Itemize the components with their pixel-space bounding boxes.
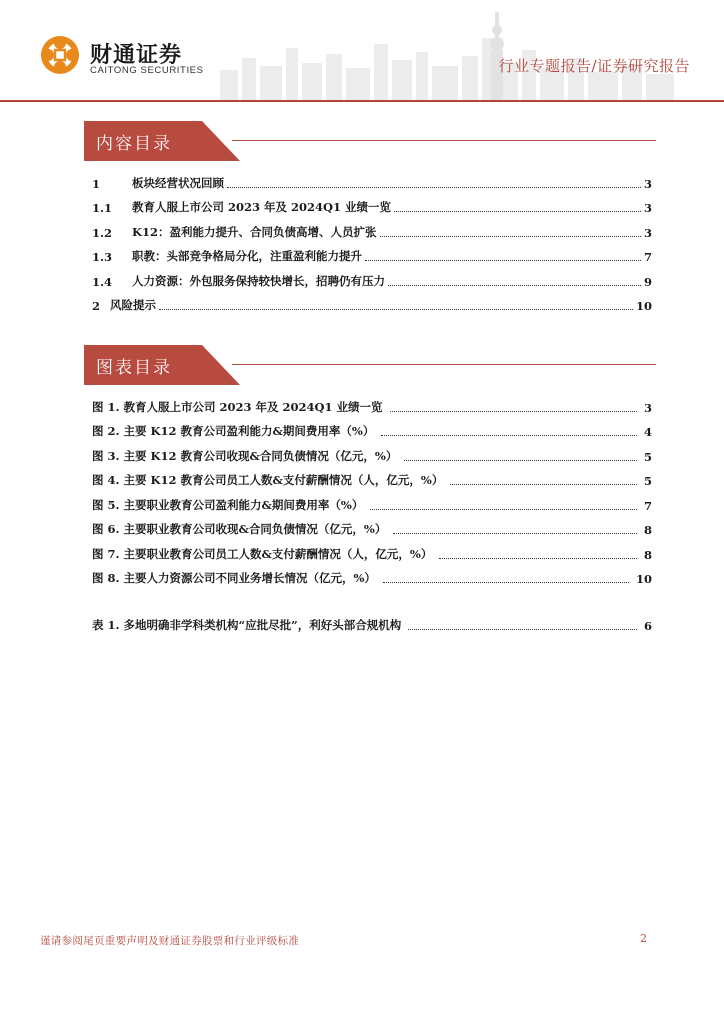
figure-entry-title: 图 8. 主要人力资源公司不同业务增长情况（亿元，%） [92, 571, 376, 585]
figure-entry-page: 5 [643, 449, 652, 464]
toc-leader-dots [390, 410, 637, 412]
toc-entry-title: 风险提示 [110, 298, 156, 312]
figure-entry-page: 4 [643, 425, 652, 439]
figure-entry[interactable] [92, 537, 652, 562]
toc-section-banner [84, 121, 656, 161]
toc-entry-number: 1 [92, 176, 101, 191]
banner-divider [232, 140, 656, 141]
toc-entry-title: 职教：头部竞争格局分化，注重盈利能力提升 [132, 249, 362, 263]
toc-leader-dots [227, 186, 641, 188]
toc-entry-page: 7 [643, 250, 652, 264]
toc-entry-number: 1.2 [92, 225, 113, 240]
figure-entry-page: 3 [643, 400, 652, 415]
logo-company-name: 财通证券 [90, 43, 183, 68]
toc-entry-number: 2 [92, 299, 101, 313]
report-type-label: 行业专题报告/证券研究报告 [498, 57, 690, 75]
toc-leader-dots [439, 557, 637, 559]
toc-entry[interactable] [92, 215, 652, 240]
tables-list [92, 608, 652, 633]
figure-entry-title: 图 3. 主要 K12 教育公司收现&合同负债情况（亿元，%） [92, 448, 398, 463]
toc-leader-dots [370, 508, 637, 510]
figure-entry-title: 图 1. 教育人服上市公司 2023 年及 2024Q1 业绩一览 [92, 399, 383, 414]
toc-entry[interactable] [92, 264, 652, 289]
figure-entry-page: 7 [643, 498, 652, 513]
toc-entry[interactable] [92, 191, 652, 216]
toc-entry-number: 1.4 [92, 274, 113, 289]
figure-entry-title: 图 6. 主要职业教育公司收现&合同负债情况（亿元，%） [92, 522, 387, 536]
figure-entry-title: 图 7. 主要职业教育公司员工人数&支付薪酬情况（人，亿元，%） [92, 546, 433, 561]
figure-entry-page: 5 [643, 474, 652, 488]
toc-leader-dots [365, 259, 641, 261]
toc-leader-dots [394, 210, 641, 212]
figures-section-title: 图表目录 [96, 358, 172, 378]
table-entry[interactable] [92, 608, 652, 633]
figure-entry[interactable] [92, 439, 652, 464]
caitong-logo [38, 34, 204, 80]
banner-divider [232, 364, 656, 365]
figure-entry-page: 8 [643, 547, 652, 562]
toc-leader-dots [408, 628, 637, 630]
toc-entry-page: 9 [643, 274, 652, 289]
header-divider [0, 100, 724, 102]
toc-leader-dots [159, 308, 633, 310]
page-number: 2 [640, 932, 647, 945]
toc-entry-page: 10 [635, 299, 652, 313]
toc-leader-dots [388, 284, 641, 286]
page-header [0, 0, 724, 104]
toc-entry-title: 教育人服上市公司 2023 年及 2024Q1 业绩一览 [132, 200, 392, 214]
toc-list [92, 166, 652, 313]
toc-entry-page: 3 [643, 201, 652, 215]
toc-leader-dots [383, 581, 629, 583]
toc-section-title: 内容目录 [96, 134, 172, 154]
figure-entry[interactable] [92, 488, 652, 513]
table-entry-page: 6 [643, 618, 652, 633]
figure-entry-page: 10 [635, 572, 652, 586]
toc-entry[interactable] [92, 166, 652, 191]
toc-entry-page: 3 [643, 225, 652, 240]
figure-entry-page: 8 [643, 523, 652, 537]
toc-entry[interactable] [92, 240, 652, 265]
table-entry-title: 表 1. 多地明确非学科类机构“应批尽批”，利好头部合规机构 [92, 617, 402, 632]
toc-entry-title: K12：盈利能力提升、合同负债高增、人员扩张 [132, 224, 377, 239]
toc-entry[interactable] [92, 289, 652, 314]
toc-entry-number: 1.3 [92, 250, 113, 264]
toc-entry-page: 3 [643, 176, 652, 191]
figure-entry[interactable] [92, 415, 652, 440]
caitong-emblem-icon [38, 34, 82, 76]
figures-list [92, 390, 652, 586]
disclaimer-note: 谨请参阅尾页重要声明及财通证券股票和行业评级标准 [40, 935, 300, 947]
toc-entry-number: 1.1 [92, 201, 113, 215]
figure-entry[interactable] [92, 513, 652, 538]
figures-section-banner [84, 345, 656, 385]
toc-leader-dots [380, 235, 641, 237]
figure-entry[interactable] [92, 562, 652, 587]
toc-entry-title: 板块经营状况回顾 [132, 175, 224, 190]
figure-entry-title: 图 4. 主要 K12 教育公司员工人数&支付薪酬情况（人，亿元，%） [92, 473, 444, 487]
figure-entry[interactable] [92, 390, 652, 415]
toc-leader-dots [450, 483, 637, 485]
toc-leader-dots [381, 434, 637, 436]
figure-entry-title: 图 5. 主要职业教育公司盈利能力&期间费用率（%） [92, 497, 364, 512]
toc-leader-dots [404, 459, 637, 461]
figure-entry[interactable] [92, 464, 652, 489]
logo-company-name-en: CAITONG SECURITIES [90, 65, 204, 76]
toc-leader-dots [393, 532, 637, 534]
figure-entry-title: 图 2. 主要 K12 教育公司盈利能力&期间费用率（%） [92, 424, 375, 438]
toc-entry-title: 人力资源：外包服务保持较快增长，招聘仍有压力 [132, 273, 385, 288]
